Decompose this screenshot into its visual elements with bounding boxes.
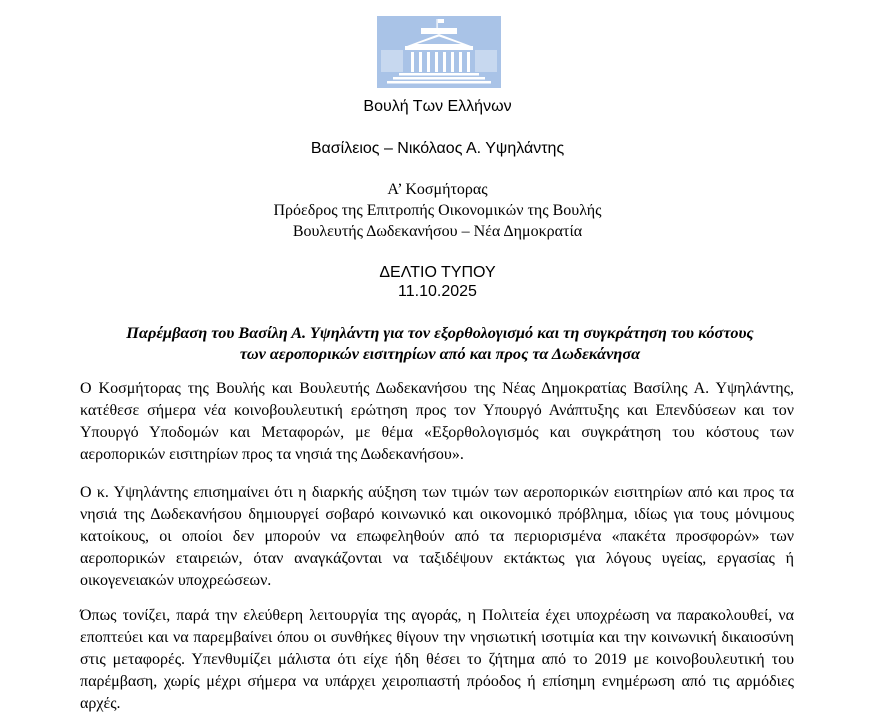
document-date: 11.10.2025: [398, 283, 477, 300]
body-paragraph: Ο Κοσμήτορας της Βουλής και Βουλευτής Δωδεκανήσου της Νέας Δημοκρατίας Βασίλης Α. Υψηλάντης, κατέθεσε σήμερα νέα κοινοβουλευτική ερώτηση προς τον Υπουργό Ανάπτυξης και Επενδύσεων και τον Υπουργό Υποδομών και Μεταφορών, με θέμα «Εξορθολογισμός και συγκράτηση του κόστους των αεροπορικών εισιτηρίων προς τα νησιά της Δωδεκανήσου».: [80, 380, 794, 463]
headline: [40, 322, 840, 364]
headline-line: των αεροπορικών εισιτηρίων από και προς τα Δωδεκάνησα: [239, 344, 641, 363]
author-name: Βασίλειος – Νικόλαος Α. Υψηλάντης: [310, 140, 565, 157]
author-role: Πρόεδρος της Επιτροπής Οικονομικών της Βουλής: [273, 202, 602, 219]
parliament-building-icon: [377, 16, 501, 88]
headline-line: Παρέμβαση του Βασίλη Α. Υψηλάντη για τον εξορθολογισμό και τη συγκράτηση του κόστους: [126, 323, 754, 342]
document-type: ΔΕΛΤΙΟ ΤΥΠΟΥ: [379, 264, 496, 281]
author-role: Βουλευτής Δωδεκανήσου – Νέα Δημοκρατία: [292, 223, 583, 240]
body-paragraph: Ο κ. Υψηλάντης επισημαίνει ότι η διαρκής αύξηση των τιμών των αεροπορικών εισιτηρίων από και προς τα νησιά της Δωδεκανήσου δημιουργεί σοβαρό κοινωνικό και οικονομικό πρόβλημα, ιδίως για τους μόνιμους κατοίκους, οι οποίοι δεν μπορούν να επωφεληθούν από τα περιορισμένα «πακέτα προσφορών» των αεροπορικών εταιρειών, όταν αναγκάζονται να ταξιδέψουν εκτάκτως για λόγους υγείας, εργασίας ή οικογενειακών υποχρεώσεων.: [80, 484, 794, 589]
author-role: Α’ Κοσμήτορας: [387, 181, 488, 198]
institution-name: Βουλή Των Ελλήνων: [363, 98, 512, 115]
body-paragraph: Όπως τονίζει, παρά την ελεύθερη λειτουργία της αγοράς, η Πολιτεία έχει υποχρέωση να παρακολουθεί, να εποπτεύει και να παρεμβαίνει όπου οι συνθήκες θίγουν την νησιωτική ισοτιμία και την κοινωνική δικαιοσύνη στις μεταφορές. Υπενθυμίζει μάλιστα ότι είχε ήδη θέσει το ζήτημα από το 2019 με κοινοβουλευτική του παρέμβαση, χωρίς μέχρι σήμερα να υπάρχει χειροπιαστή πρόοδος ή επίσημη ενημέρωση από τις αρμόδιες αρχές.: [80, 607, 794, 712]
